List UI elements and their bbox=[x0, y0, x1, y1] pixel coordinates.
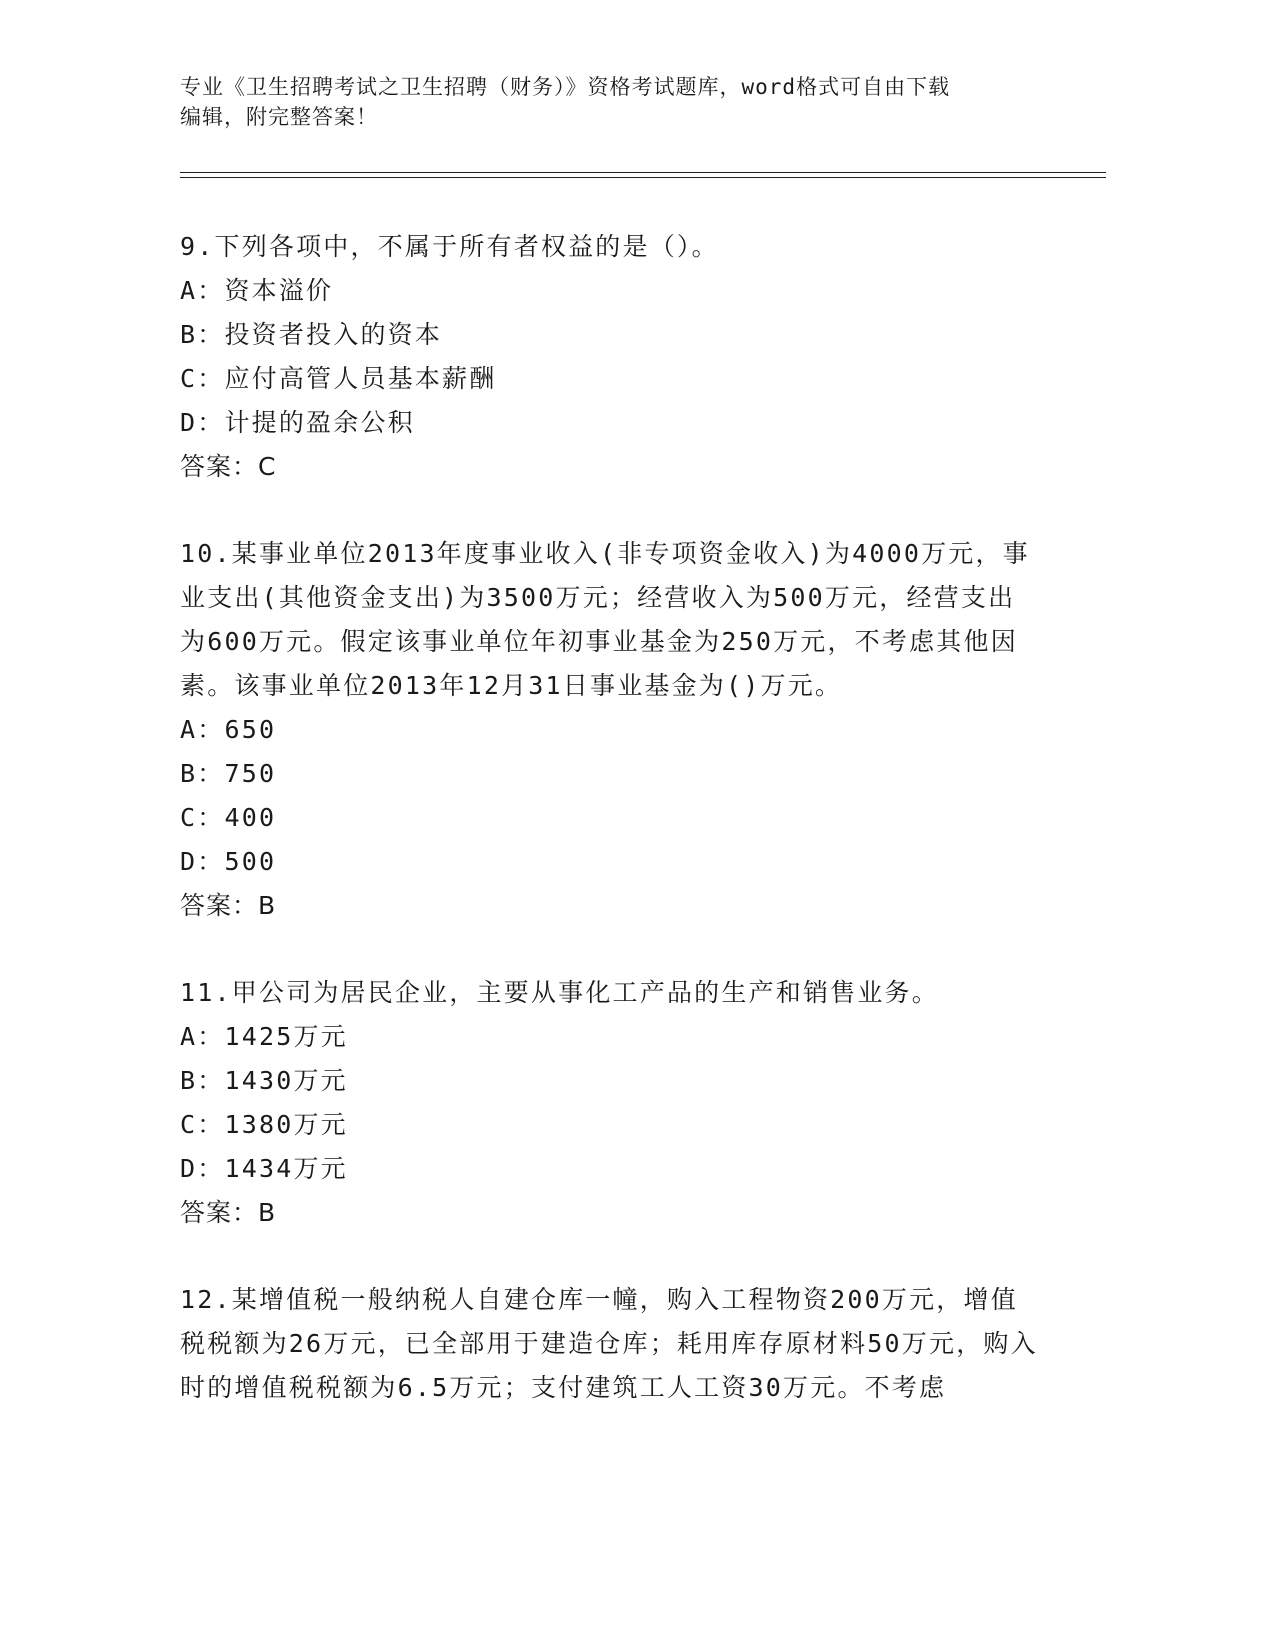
question-10 bbox=[180, 532, 1040, 928]
question-stem: 10.某事业单位2013年度事业收入(非专项资金收入)为4000万元，事业支出(其他资金支出)为3500万元；经营收入为500万元，经营支出为600万元。假定该事业单位年初事业基金为250万元，不考虑其他因素。该事业单位2013年12月31日事业基金为()万元。 bbox=[180, 539, 1030, 700]
option-c: C：应付高管人员基本薪酬 bbox=[180, 364, 497, 393]
question-stem: 9.下列各项中，不属于所有者权益的是（）。 bbox=[180, 232, 719, 261]
question-12 bbox=[180, 1278, 1040, 1410]
option-b: B：投资者投入的资本 bbox=[180, 320, 443, 349]
option-c: C：400 bbox=[180, 803, 277, 832]
option-d: D：500 bbox=[180, 847, 277, 876]
option-d: D：1434万元 bbox=[180, 1154, 348, 1183]
header-divider-top bbox=[180, 172, 1106, 173]
option-a: A：资本溢价 bbox=[180, 276, 334, 305]
option-b: B：1430万元 bbox=[180, 1066, 348, 1095]
header-divider-bottom bbox=[180, 177, 1106, 178]
question-stem: 12.某增值税一般纳税人自建仓库一幢，购入工程物资200万元，增值税税额为26万元，已全部用于建造仓库；耗用库存原材料50万元，购入时的增值税税额为6.5万元；支付建筑工人工资30万元。不考虑 bbox=[180, 1285, 1038, 1402]
question-11 bbox=[180, 971, 1040, 1235]
header-line-2: 编辑，附完整答案！ bbox=[180, 105, 378, 129]
option-b: B：750 bbox=[180, 759, 277, 788]
option-d: D：计提的盈余公积 bbox=[180, 408, 415, 437]
question-9 bbox=[180, 225, 1040, 489]
question-list bbox=[180, 225, 1040, 1410]
option-a: A：1425万元 bbox=[180, 1022, 348, 1051]
question-stem: 11.甲公司为居民企业，主要从事化工产品的生产和销售业务。 bbox=[180, 978, 939, 1007]
header-line-1: 专业《卫生招聘考试之卫生招聘（财务）》资格考试题库，word格式可自由下载 bbox=[180, 75, 951, 99]
answer-label: 答案：B bbox=[180, 891, 277, 920]
option-c: C：1380万元 bbox=[180, 1110, 348, 1139]
answer-label: 答案：C bbox=[180, 452, 277, 481]
answer-label: 答案：B bbox=[180, 1198, 277, 1227]
document-header bbox=[180, 72, 1040, 132]
option-a: A：650 bbox=[180, 715, 277, 744]
